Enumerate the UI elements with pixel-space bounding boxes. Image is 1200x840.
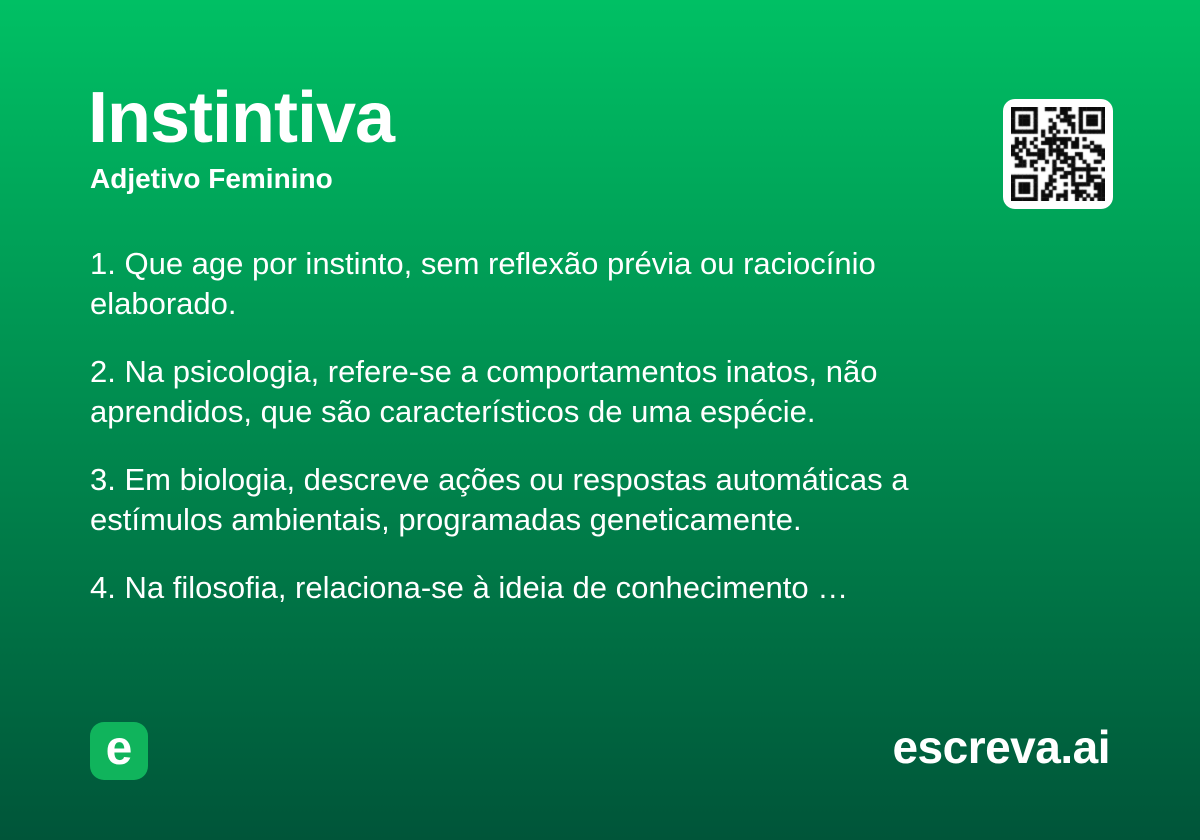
word-title: Instintiva — [88, 78, 395, 158]
definition-item-4: 4. Na filosofia, relaciona-se à ideia de conhecimento … — [90, 570, 849, 605]
site-wordmark: escreva.ai — [892, 721, 1110, 773]
qr-code-box — [1003, 99, 1113, 209]
definitions-list — [90, 244, 1000, 636]
word-class-subtitle: Adjetivo Feminino — [90, 163, 333, 194]
logo-badge — [90, 722, 148, 780]
definition-item-3: 3. Em biologia, descreve ações ou respostas automáticas a estímulos ambientais, programadas geneticamente. — [90, 462, 909, 537]
definition-item-2: 2. Na psicologia, refere-se a comportamentos inatos, não aprendidos, que são característicos de uma espécie. — [90, 354, 878, 429]
logo-letter: e — [105, 721, 133, 775]
qr-code-icon — [1011, 107, 1105, 201]
definition-item-1: 1. Que age por instinto, sem reflexão prévia ou raciocínio elaborado. — [90, 246, 876, 321]
